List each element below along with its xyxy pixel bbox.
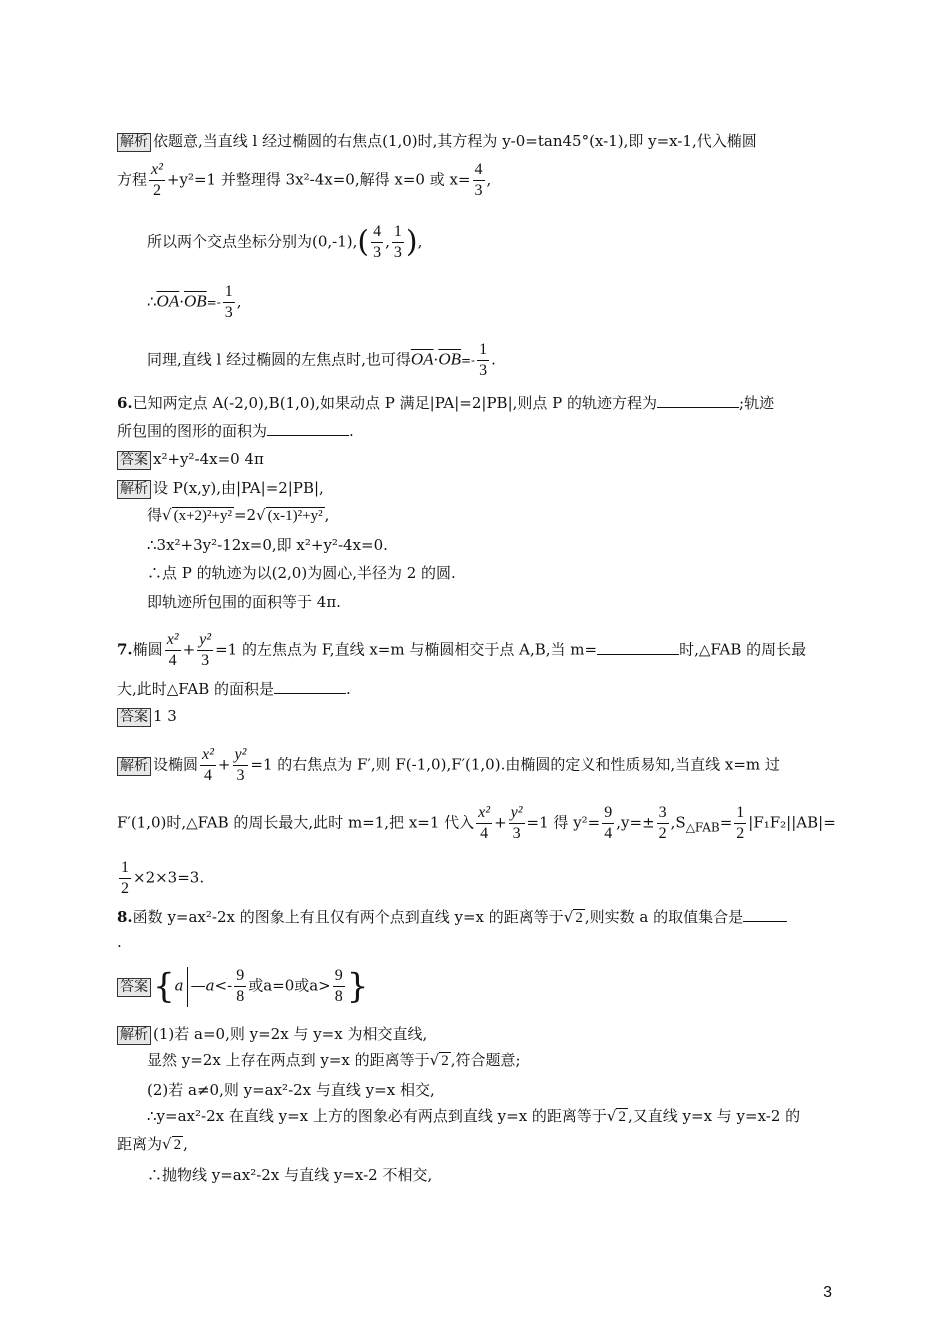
- q6-line-2: [117, 420, 354, 441]
- sqrt-expression: 2: [173, 1137, 182, 1153]
- fraction: $\frac{\text{x²}}{4}$: [202, 746, 214, 784]
- page-number: 3: [823, 1284, 832, 1301]
- period: .: [117, 933, 122, 951]
- p5-text-3a: 所以两个交点坐标分别为(0,-1),: [147, 232, 358, 251]
- set-variable: a: [174, 976, 184, 995]
- fraction: $\frac{1}{3}$: [224, 283, 233, 321]
- q8-sol-text-2b: ,符合题意;: [450, 1051, 521, 1069]
- daan-tag: 答案: [117, 978, 151, 997]
- q7-sol-text-3: ×2×3=3.: [133, 868, 205, 887]
- q7-sol-2: [117, 803, 836, 844]
- q6-sol-mid: =2: [233, 506, 257, 524]
- daan-tag: 答案: [117, 451, 151, 470]
- vector-oa: $\overline{OA}$: [410, 349, 434, 369]
- set-bar: [187, 967, 188, 1007]
- fraction: $\frac{\text{x²}}{4}$: [166, 631, 179, 669]
- q8-sol-text-5a: 距离为: [117, 1135, 163, 1153]
- period: .: [491, 350, 496, 369]
- brace-right: }: [346, 966, 369, 1007]
- q7-sol-1: [117, 745, 780, 786]
- vector-ob: $\overline{OB}$: [438, 349, 461, 369]
- paren-left: (: [357, 224, 370, 260]
- q8-sol-text-3: (2)若 a≠0,则 y=ax²-2x 与直线 y=x 相交,: [147, 1081, 435, 1099]
- fraction: $\frac{\text{x²}}{4}$: [478, 804, 491, 842]
- q7-text-1c: 时,△FAB 的周长最: [679, 640, 807, 659]
- answer-blank[interactable]: [274, 678, 346, 694]
- q7-text-1a: 椭圆: [132, 640, 163, 659]
- q8-sol-2: 显然 y=2x 上存在两点到 y=x 的距离等于√ 2 ,符合题意;: [147, 1051, 521, 1069]
- sqrt-expression: (x+2)²+y²: [173, 508, 232, 524]
- q6-sol-text-1: 设 P(x,y),由|PA|=2|PB|,: [153, 479, 324, 497]
- sqrt-expression: 2: [441, 1053, 449, 1069]
- fraction: $\frac{1}{2}$: [121, 859, 129, 897]
- q6-sol-text-4: ∴点 P 的轨迹为以(2,0)为圆心,半径为 2 的圆.: [147, 564, 456, 582]
- comma: ,: [324, 506, 330, 524]
- jiexi-tag: 解析: [117, 133, 151, 152]
- q7-sol-text-2d: ,S: [670, 813, 686, 832]
- fraction: $\frac{1}{2}$: [736, 804, 745, 842]
- fraction: $\frac{\text{y²}}{3}$: [510, 804, 523, 842]
- comma: ,: [183, 1135, 188, 1153]
- comma: ,: [236, 292, 242, 311]
- answer-blank[interactable]: [267, 420, 349, 436]
- p5-line-3: 所以两个交点坐标分别为(0,-1),( $\frac{4}{3}$ , $\frac{1}{3}$ ),: [147, 223, 423, 261]
- period: .: [346, 680, 351, 698]
- q6-sol-text-3: ∴3x²+3y²-12x=0,即 x²+y²-4x=0.: [147, 536, 388, 554]
- vector-oa: $\overline{OA}$: [156, 291, 180, 311]
- vector-ob: $\overline{OB}$: [184, 291, 207, 311]
- fraction: $\frac{3}{2}$: [658, 804, 667, 842]
- question-number: 7.: [117, 640, 133, 659]
- q8-text-1a: 函数 y=ax²-2x 的图象上有且仅有两个点到直线 y=x 的距离等于: [132, 908, 564, 926]
- plus-symbol: +: [182, 640, 196, 659]
- q7-sol-text-2b: =1 得 y²=: [526, 813, 601, 832]
- q8-sol-text-4a: ∴y=ax²-2x 在直线 y=x 上方的图象必有两点到直线 y=x 的距离等于: [147, 1107, 607, 1125]
- dot-symbol: ·: [179, 292, 184, 311]
- fraction: $\frac{1}{3}$: [393, 223, 402, 261]
- jiexi-tag: 解析: [117, 1026, 151, 1045]
- q6-text-2-end: .: [349, 422, 354, 440]
- q7-text-1b: =1 的左焦点为 F,直线 x=m 与椭圆相交于点 A,B,当 m=: [215, 640, 598, 659]
- p5-text-2a: 方程: [117, 170, 148, 189]
- fraction: $\frac{1}{3}$: [479, 341, 488, 379]
- q6-sol-text-5: 即轨迹所包围的面积等于 4π.: [147, 593, 341, 611]
- subscript: △FAB: [685, 820, 720, 835]
- q8-line-1: 8.函数 y=ax²-2x 的图象上有且仅有两个点到直线 y=x 的距离等于√ 2 ,则实数 a 的取值集合是: [117, 906, 787, 928]
- q6-sol-1: [117, 478, 324, 499]
- equals-neg: =-: [461, 353, 476, 368]
- plus-symbol: +: [494, 813, 507, 832]
- question-number: 6.: [117, 394, 133, 412]
- q6-text-1-end: ;轨迹: [739, 394, 775, 412]
- q6-sol-5: [147, 592, 341, 612]
- plus-symbol: +: [217, 755, 231, 774]
- q8-sol-5: 距离为√ 2 ,: [117, 1135, 188, 1153]
- fraction: $\frac{9}{4}$: [604, 804, 613, 842]
- p5-line-1: [117, 131, 757, 152]
- q7-answer: [117, 706, 177, 727]
- q6-answer: [117, 449, 264, 470]
- q6-sol-text-2a: 得: [147, 506, 163, 524]
- q8-text-1b: ,则实数 a 的取值集合是: [584, 908, 744, 926]
- equals-neg: =-: [206, 295, 221, 310]
- q8-answer-mid: a<-: [205, 976, 233, 995]
- fraction: $\frac{9}{8}$: [334, 967, 343, 1005]
- daan-tag: 答案: [117, 708, 151, 727]
- answer-blank[interactable]: [657, 392, 739, 408]
- p5-line-4: [147, 282, 242, 323]
- q6-sol-3: [147, 535, 388, 555]
- fraction: $\frac{\text{y²}}{3}$: [199, 631, 212, 669]
- q7-line-2: [117, 678, 351, 699]
- q6-answer-text: x²+y²-4x=0 4π: [153, 450, 264, 468]
- paren-right: ): [405, 224, 418, 260]
- p5-line-2: [117, 160, 491, 201]
- q7-line-1: [117, 630, 806, 671]
- dot-symbol: ·: [433, 350, 439, 369]
- q6-sol-4: [147, 563, 456, 583]
- fraction: $\frac{\text{y²}}{3}$: [234, 746, 247, 784]
- q8-sol-4: ∴y=ax²-2x 在直线 y=x 上方的图象必有两点到直线 y=x 的距离等于√ 2 ,又直线 y=x 与 y=x-2 的: [147, 1107, 801, 1125]
- q8-sol-text-4b: ,又直线 y=x 与 y=x-2 的: [627, 1107, 801, 1125]
- q6-text-1: 已知两定点 A(-2,0),B(1,0),如果动点 P 满足|PA|=2|PB|,则点 P 的轨迹方程为: [132, 394, 658, 412]
- q7-sol-text-2a: F′(1,0)时,△FAB 的周长最大,此时 m=1,把 x=1 代入: [117, 813, 475, 832]
- answer-blank[interactable]: [743, 906, 787, 922]
- sqrt-expression: 2: [618, 1109, 626, 1125]
- jiexi-tag: 解析: [117, 757, 151, 776]
- p5-text-5a: 同理,直线 l 经过椭圆的左焦点时,也可得: [147, 350, 411, 369]
- q7-answer-text: 1 3: [153, 707, 177, 725]
- fraction: $\frac{\text{x²}}{2}$: [151, 161, 163, 199]
- p5-text-2b: +y²=1 并整理得 3x²-4x=0,解得 x=0 或 x=: [166, 170, 471, 189]
- p5-text-3b: ,: [417, 232, 423, 251]
- q7-sol-text-1a: 设椭圆: [153, 755, 199, 774]
- q8-sol-1: [117, 1024, 427, 1045]
- p5-line-5: [147, 340, 496, 381]
- sqrt-expression: 2: [575, 910, 583, 926]
- q8-answer-or: 或a=0或a>: [248, 976, 331, 995]
- q7-sol-text-2f: |F₁F₂||AB|=: [748, 813, 836, 832]
- q8-line-2: [117, 932, 122, 952]
- equals: =: [719, 813, 733, 832]
- q8-answer: 答案 {a —a<- $\frac{9}{8}$ 或a=0或a> $\frac{9}{8}$ }: [117, 966, 368, 1007]
- question-number: 8.: [117, 908, 133, 926]
- q8-sol-3: [147, 1080, 435, 1100]
- brace-left: {: [153, 966, 175, 1007]
- sqrt-expression: (x-1)²+y²: [267, 508, 323, 524]
- q6-line-1: [117, 392, 774, 413]
- q7-text-2: 大,此时△FAB 的面积是: [117, 680, 275, 698]
- fraction: $\frac{4}{3}$: [373, 223, 382, 261]
- q8-sol-6: [147, 1165, 432, 1185]
- q8-sol-text-6: ∴抛物线 y=ax²-2x 与直线 y=x-2 不相交,: [147, 1166, 433, 1184]
- answer-blank[interactable]: [597, 639, 679, 655]
- q6-sol-2: 得√ (x+2)²+y² =2√ (x-1)²+y² ,: [147, 506, 330, 524]
- therefore-symbol: ∴: [147, 292, 157, 311]
- q8-sol-text-1: (1)若 a=0,则 y=2x 与 y=x 为相交直线,: [153, 1025, 428, 1043]
- fraction: $\frac{4}{3}$: [474, 161, 483, 199]
- jiexi-tag: 解析: [117, 480, 151, 499]
- q7-sol-text-1b: =1 的右焦点为 F′,则 F(-1,0),F′(1,0).由椭圆的定义和性质易知,当直线 x=m 过: [250, 755, 780, 774]
- q7-sol-3: [117, 858, 204, 899]
- fraction: $\frac{9}{8}$: [236, 967, 245, 1005]
- q6-text-2: 所包围的图形的面积为: [117, 422, 268, 440]
- q8-sol-text-2a: 显然 y=2x 上存在两点到 y=x 的距离等于: [147, 1051, 430, 1069]
- p5-text-2c: ,: [486, 170, 492, 189]
- p5-text-1: 依题意,当直线 l 经过椭圆的右焦点(1,0)时,其方程为 y-0=tan45°(x-1),即 y=x-1,代入椭圆: [153, 132, 757, 150]
- q7-sol-text-2c: ,y=±: [616, 813, 655, 832]
